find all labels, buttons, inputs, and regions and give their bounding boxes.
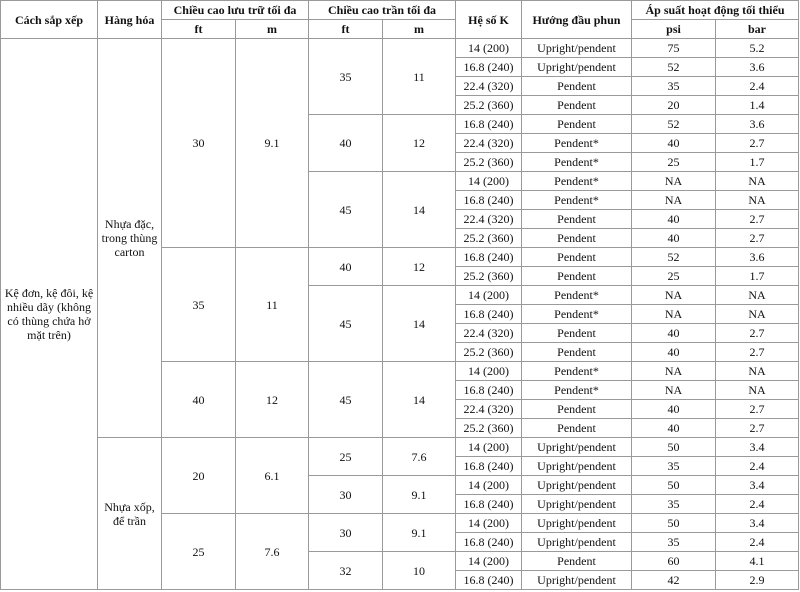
ceiling-height-m-cell: 10 xyxy=(383,552,456,590)
k-factor-cell: 16.8 (240) xyxy=(456,191,522,210)
orientation-cell: Upright/pendent xyxy=(522,58,632,77)
psi-cell: 25 xyxy=(632,267,716,286)
bar-cell: 2.7 xyxy=(716,400,799,419)
ceiling-height-ft-cell: 45 xyxy=(309,362,383,438)
orientation-cell: Upright/pendent xyxy=(522,476,632,495)
ceiling-height-m-cell: 9.1 xyxy=(383,476,456,514)
storage-height-ft-cell: 40 xyxy=(162,362,236,438)
ceiling-height-m-cell: 14 xyxy=(383,172,456,248)
header-arrangement: Cách sắp xếp xyxy=(1,1,98,39)
psi-cell: 50 xyxy=(632,476,716,495)
ceiling-height-m-cell: 12 xyxy=(383,248,456,286)
k-factor-cell: 16.8 (240) xyxy=(456,571,522,590)
bar-cell: 3.6 xyxy=(716,115,799,134)
psi-cell: 40 xyxy=(632,343,716,362)
commodity-solid-cell: Nhựa đặc, trong thùng carton xyxy=(98,39,162,438)
header-bar: bar xyxy=(716,20,799,39)
psi-cell: 35 xyxy=(632,495,716,514)
k-factor-cell: 16.8 (240) xyxy=(456,381,522,400)
ceiling-height-m-cell: 12 xyxy=(383,115,456,172)
table-row xyxy=(1,438,799,457)
header-max-ceiling-height: Chiều cao trần tối đa xyxy=(309,1,456,20)
psi-cell: 40 xyxy=(632,324,716,343)
orientation-cell: Pendent xyxy=(522,343,632,362)
orientation-cell: Pendent xyxy=(522,248,632,267)
orientation-cell: Upright/pendent xyxy=(522,514,632,533)
psi-cell: NA xyxy=(632,286,716,305)
k-factor-cell: 22.4 (320) xyxy=(456,324,522,343)
storage-height-ft-cell: 25 xyxy=(162,514,236,590)
ceiling-height-m-cell: 14 xyxy=(383,286,456,362)
orientation-cell: Pendent xyxy=(522,115,632,134)
bar-cell: 2.4 xyxy=(716,495,799,514)
orientation-cell: Pendent xyxy=(522,324,632,343)
bar-cell: NA xyxy=(716,305,799,324)
header-storage-m: m xyxy=(236,20,309,39)
k-factor-cell: 16.8 (240) xyxy=(456,305,522,324)
orientation-cell: Pendent* xyxy=(522,305,632,324)
orientation-cell: Pendent xyxy=(522,552,632,571)
bar-cell: 2.7 xyxy=(716,134,799,153)
arrangement-cell: Kệ đơn, kệ đôi, kệ nhiều dãy (không có thùng chứa hở mặt trên) xyxy=(1,39,98,590)
ceiling-height-m-cell: 14 xyxy=(383,362,456,438)
psi-cell: 50 xyxy=(632,514,716,533)
k-factor-cell: 25.2 (360) xyxy=(456,96,522,115)
psi-cell: 35 xyxy=(632,77,716,96)
k-factor-cell: 16.8 (240) xyxy=(456,248,522,267)
storage-height-m-cell: 7.6 xyxy=(236,514,309,590)
storage-height-ft-cell: 35 xyxy=(162,248,236,362)
psi-cell: NA xyxy=(632,362,716,381)
bar-cell: 4.1 xyxy=(716,552,799,571)
header-sprinkler-orientation: Hướng đầu phun xyxy=(522,1,632,39)
bar-cell: 2.7 xyxy=(716,343,799,362)
bar-cell: 3.4 xyxy=(716,438,799,457)
psi-cell: 60 xyxy=(632,552,716,571)
psi-cell: 35 xyxy=(632,457,716,476)
ceiling-height-ft-cell: 40 xyxy=(309,115,383,172)
bar-cell: 2.4 xyxy=(716,77,799,96)
bar-cell: 3.6 xyxy=(716,58,799,77)
k-factor-cell: 14 (200) xyxy=(456,172,522,191)
orientation-cell: Pendent* xyxy=(522,134,632,153)
bar-cell: NA xyxy=(716,286,799,305)
bar-cell: 1.7 xyxy=(716,267,799,286)
header-max-storage-height: Chiều cao lưu trữ tối đa xyxy=(162,1,309,20)
k-factor-cell: 25.2 (360) xyxy=(456,343,522,362)
psi-cell: NA xyxy=(632,305,716,324)
commodity-foam-cell: Nhựa xốp, để trần xyxy=(98,438,162,590)
k-factor-cell: 14 (200) xyxy=(456,438,522,457)
bar-cell: 2.7 xyxy=(716,229,799,248)
bar-cell: 2.7 xyxy=(716,210,799,229)
orientation-cell: Pendent xyxy=(522,229,632,248)
ceiling-height-m-cell: 9.1 xyxy=(383,514,456,552)
psi-cell: NA xyxy=(632,191,716,210)
psi-cell: 40 xyxy=(632,210,716,229)
header-ceiling-m: m xyxy=(383,20,456,39)
orientation-cell: Pendent* xyxy=(522,172,632,191)
bar-cell: NA xyxy=(716,381,799,400)
table-row xyxy=(1,39,799,58)
header-min-operating-pressure: Áp suất hoạt động tối thiểu xyxy=(632,1,799,20)
psi-cell: 42 xyxy=(632,571,716,590)
storage-height-m-cell: 6.1 xyxy=(236,438,309,514)
bar-cell: 2.4 xyxy=(716,533,799,552)
k-factor-cell: 22.4 (320) xyxy=(456,77,522,96)
psi-cell: 40 xyxy=(632,400,716,419)
ceiling-height-ft-cell: 30 xyxy=(309,476,383,514)
k-factor-cell: 16.8 (240) xyxy=(456,495,522,514)
ceiling-height-ft-cell: 40 xyxy=(309,248,383,286)
bar-cell: NA xyxy=(716,362,799,381)
psi-cell: 40 xyxy=(632,419,716,438)
k-factor-cell: 14 (200) xyxy=(456,362,522,381)
bar-cell: 2.9 xyxy=(716,571,799,590)
psi-cell: 52 xyxy=(632,58,716,77)
orientation-cell: Upright/pendent xyxy=(522,457,632,476)
k-factor-cell: 14 (200) xyxy=(456,552,522,571)
k-factor-cell: 16.8 (240) xyxy=(456,457,522,476)
ceiling-height-ft-cell: 45 xyxy=(309,172,383,248)
psi-cell: 20 xyxy=(632,96,716,115)
k-factor-cell: 16.8 (240) xyxy=(456,115,522,134)
orientation-cell: Pendent xyxy=(522,210,632,229)
k-factor-cell: 14 (200) xyxy=(456,514,522,533)
header-commodity: Hàng hóa xyxy=(98,1,162,39)
bar-cell: 3.4 xyxy=(716,476,799,495)
orientation-cell: Pendent xyxy=(522,400,632,419)
orientation-cell: Pendent xyxy=(522,419,632,438)
k-factor-cell: 22.4 (320) xyxy=(456,210,522,229)
storage-height-m-cell: 9.1 xyxy=(236,39,309,248)
orientation-cell: Pendent xyxy=(522,96,632,115)
orientation-cell: Pendent* xyxy=(522,153,632,172)
psi-cell: 52 xyxy=(632,115,716,134)
bar-cell: 2.7 xyxy=(716,324,799,343)
header-storage-ft: ft xyxy=(162,20,236,39)
orientation-cell: Upright/pendent xyxy=(522,438,632,457)
psi-cell: 25 xyxy=(632,153,716,172)
psi-cell: 40 xyxy=(632,134,716,153)
storage-height-m-cell: 11 xyxy=(236,248,309,362)
psi-cell: 52 xyxy=(632,248,716,267)
orientation-cell: Upright/pendent xyxy=(522,571,632,590)
psi-cell: 40 xyxy=(632,229,716,248)
header-ceiling-ft: ft xyxy=(309,20,383,39)
header-k-factor: Hệ số K xyxy=(456,1,522,39)
bar-cell: 1.7 xyxy=(716,153,799,172)
storage-height-m-cell: 12 xyxy=(236,362,309,438)
orientation-cell: Pendent* xyxy=(522,362,632,381)
ceiling-height-m-cell: 7.6 xyxy=(383,438,456,476)
k-factor-cell: 14 (200) xyxy=(456,39,522,58)
k-factor-cell: 16.8 (240) xyxy=(456,533,522,552)
k-factor-cell: 16.8 (240) xyxy=(456,58,522,77)
bar-cell: 5.2 xyxy=(716,39,799,58)
orientation-cell: Pendent xyxy=(522,77,632,96)
ceiling-height-ft-cell: 30 xyxy=(309,514,383,552)
header-psi: psi xyxy=(632,20,716,39)
orientation-cell: Pendent* xyxy=(522,191,632,210)
ceiling-height-ft-cell: 45 xyxy=(309,286,383,362)
orientation-cell: Upright/pendent xyxy=(522,533,632,552)
storage-height-ft-cell: 30 xyxy=(162,39,236,248)
ceiling-height-ft-cell: 32 xyxy=(309,552,383,590)
bar-cell: 3.4 xyxy=(716,514,799,533)
k-factor-cell: 25.2 (360) xyxy=(456,267,522,286)
ceiling-height-ft-cell: 35 xyxy=(309,39,383,115)
psi-cell: 50 xyxy=(632,438,716,457)
storage-height-ft-cell: 20 xyxy=(162,438,236,514)
bar-cell: 1.4 xyxy=(716,96,799,115)
k-factor-cell: 25.2 (360) xyxy=(456,229,522,248)
ceiling-height-ft-cell: 25 xyxy=(309,438,383,476)
k-factor-cell: 14 (200) xyxy=(456,476,522,495)
psi-cell: NA xyxy=(632,381,716,400)
psi-cell: 75 xyxy=(632,39,716,58)
psi-cell: NA xyxy=(632,172,716,191)
k-factor-cell: 22.4 (320) xyxy=(456,134,522,153)
k-factor-cell: 25.2 (360) xyxy=(456,419,522,438)
bar-cell: 3.6 xyxy=(716,248,799,267)
bar-cell: NA xyxy=(716,172,799,191)
orientation-cell: Pendent* xyxy=(522,286,632,305)
bar-cell: 2.7 xyxy=(716,419,799,438)
ceiling-height-m-cell: 11 xyxy=(383,39,456,115)
orientation-cell: Upright/pendent xyxy=(522,39,632,58)
bar-cell: NA xyxy=(716,191,799,210)
psi-cell: 35 xyxy=(632,533,716,552)
orientation-cell: Pendent* xyxy=(522,381,632,400)
k-factor-cell: 14 (200) xyxy=(456,286,522,305)
k-factor-cell: 22.4 (320) xyxy=(456,400,522,419)
orientation-cell: Upright/pendent xyxy=(522,495,632,514)
bar-cell: 2.4 xyxy=(716,457,799,476)
k-factor-cell: 25.2 (360) xyxy=(456,153,522,172)
orientation-cell: Pendent xyxy=(522,267,632,286)
